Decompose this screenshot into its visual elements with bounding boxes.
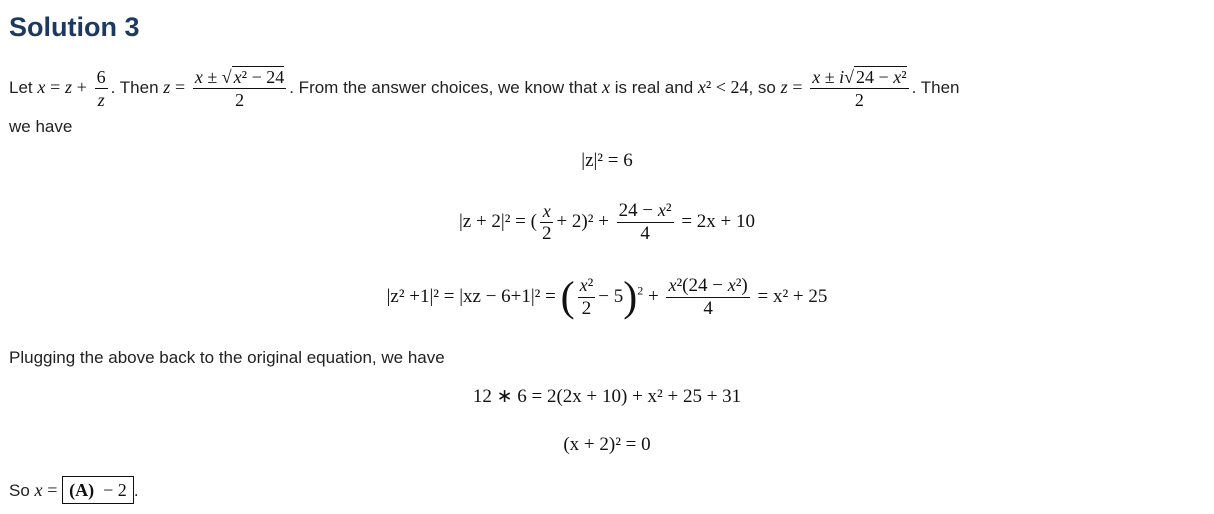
eq2-rhs: = 2x + 10 (681, 210, 756, 232)
solution-heading: Solution 3 (9, 12, 140, 42)
x2-times-fraction: $\frac{\text{x²(24 − x²)}}{4}$ (668, 275, 748, 319)
eq2-mid: + 2)² + (556, 210, 609, 232)
eq3-mid: − 5 (598, 285, 624, 307)
eq4-text: 12 ∗ 6 = 2(2x + 10) + x² + 25 + 31 (472, 386, 742, 407)
answer-value: − 2 (103, 480, 127, 500)
z-solution-fraction: $\frac{\text{x ± √ x² − 24}}{2}$ (194, 67, 285, 110)
from-text: . From the answer choices, we know that (289, 77, 598, 97)
so-text: , so (748, 77, 776, 97)
conclusion-line: So x = (A) − 2 . (9, 476, 139, 504)
x-over-2-fraction: $\frac{x}{2}$ (541, 200, 552, 244)
conclusion-so-text: So (9, 481, 30, 500)
equation-z-modulus (0, 150, 1214, 172)
then2-text: . Then (911, 77, 960, 97)
let-text: Let (9, 77, 33, 97)
six-over-z-fraction: $\frac{6}{z}$ (96, 67, 106, 110)
then-text: . Then (110, 77, 159, 97)
equation-x-plus-2-squared (0, 434, 1214, 456)
equation-twelve-times-six (0, 385, 1214, 408)
equation-z-plus-2 (0, 200, 1214, 245)
x2-over-2-fraction: $\frac{\text{x²}}{2}$ (579, 275, 594, 319)
quarter-fraction: $\frac{\text{24 − x²}}{4}$ (618, 200, 672, 244)
plug-text: Plugging the above back to the original equation, we have (9, 348, 445, 367)
eq3-lhs: |z² +1|² = |xz − 6+1|² = (386, 285, 556, 307)
z-complex-fraction: $\frac{\text{x ± i√ 24 − x²}}{2}$ (812, 67, 907, 110)
intro-paragraph: Let x = z + $\frac{6}{z}$ . Then z = $\frac{\text{x ± √ x² − 24}}{2}$ . From the answer choices, we know that x is real and x² < 24, so z = $\frac{\text{x ± i√ 24 − x²}}{2}$ . Then (9, 67, 960, 110)
eq3-rhs: = x² + 25 (757, 285, 828, 307)
eq2-lhs: |z + 2|² = ( (458, 210, 537, 232)
equation-z2-plus-1: |z² +1|² = |xz − 6+1|² = ( $\frac{\text{x²}}{2}$ − 5)$^2$ + $\frac{\text{x²(24 − x²)}}{4}$ = x² + 25 (386, 274, 828, 321)
we-have-text: we have (9, 117, 73, 136)
answer-choice: (A) (69, 480, 95, 500)
eq1-text: |z|² = 6 (581, 150, 633, 171)
eq5-text: (x + 2)² = 0 (563, 434, 651, 455)
is-real-text: is real and (614, 77, 694, 97)
answer-box (62, 476, 134, 504)
